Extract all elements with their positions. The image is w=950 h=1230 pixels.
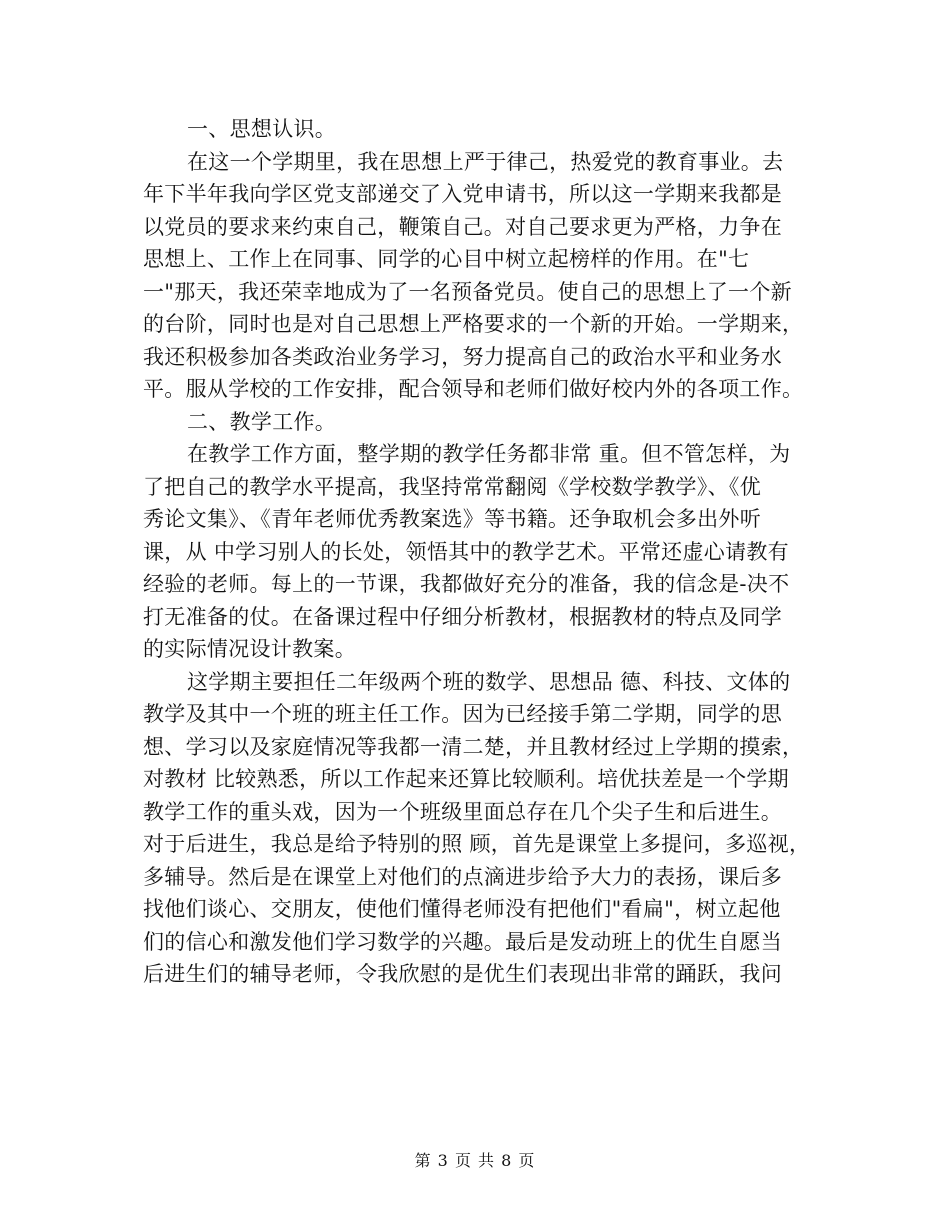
text-line: 对于后进生，我总是给予特别的照 顾，首先是课堂上多提问，多巡视， (143, 832, 811, 856)
text-line: 打无准备的仗。在备课过程中仔细分析教材，根据教材的特点及同学 (143, 604, 782, 629)
text-line: 一、思想认识。 (187, 117, 337, 141)
page-footer: 第 3 页 共 8 页 (414, 1151, 536, 1170)
text-line: 对教材 比较熟悉，所以工作起来还算比较顺利。培优扶差是一个学期 (143, 767, 789, 791)
text-line: 的实际情况设计教案。 (143, 637, 356, 661)
text-line: 二、教学工作。 (187, 409, 337, 434)
text-line: 后进生们的辅导老师，令我欣慰的是优生们表现出非常的踊跃，我问 (143, 962, 782, 986)
text-line: 以党员的要求来约束自己，鞭策自己。对自己要求更为严格，力争在 (143, 214, 782, 239)
text-line: 一"那天，我还荣幸地成为了一名预备党员。使自己的思想上了一个新 (143, 279, 792, 304)
text-line: 秀论文集》、《青年老师优秀教案选》等书籍。还争取机会多出外听 (143, 507, 761, 531)
text-line: 在教学工作方面，整学期的教学任务都非常 重。但不管怎样，为 (187, 442, 791, 466)
text-line: 思想上、工作上在同事、同学的心目中树立起榜样的作用。在"七 (143, 247, 750, 271)
text-line: 平。服从学校的工作安排，配合领导和老师们做好校内外的各项工作。 (143, 377, 804, 401)
text-line: 了把自己的教学水平提高，我坚持常常翻阅《学校数学教学》、《优 (143, 474, 761, 499)
text-line: 教学及其中一个班的班主任工作。因为已经接手第二学期，同学的思 (143, 702, 782, 726)
text-line: 年下半年我向学区党支部递交了入党申请书，所以这一学期来我都是 (143, 182, 782, 206)
text-line: 们的信心和激发他们学习数学的兴趣。最后是发动班上的优生自愿当 (143, 929, 782, 954)
text-line: 我还积极参加各类政治业务学习，努力提高自己的政治水平和业务水 (143, 344, 782, 369)
text-line: 教学工作的重头戏，因为一个班级里面总存在几个尖子生和后进生。 (143, 799, 782, 824)
text-line: 在这一个学期里，我在思想上严于律己，热爱党的教育事业。去 (187, 149, 784, 174)
text-line: 多辅导。然后是在课堂上对他们的点滴进步给予大力的表扬，课后多 (143, 864, 782, 889)
text-line: 找他们谈心、交朋友，使他们懂得老师没有把他们"看扁"，树立起他 (143, 897, 781, 921)
text-line: 这学期主要担任二年级两个班的数学、思想品 德、科技、文体的 (187, 669, 791, 694)
text-line: 的台阶，同时也是对自己思想上严格要求的一个新的开始。一学期来， (143, 312, 804, 336)
text-line: 想、学习以及家庭情况等我都一清二楚，并且教材经过上学期的摸索， (143, 734, 804, 759)
body-text (143, 113, 823, 991)
text-line: 经验的老师。每上的一节课，我都做好充分的准备，我的信念是-决不 (143, 572, 790, 596)
text-line: 课，从 中学习别人的长处，领悟其中的教学艺术。平常还虚心请教有 (143, 539, 789, 564)
